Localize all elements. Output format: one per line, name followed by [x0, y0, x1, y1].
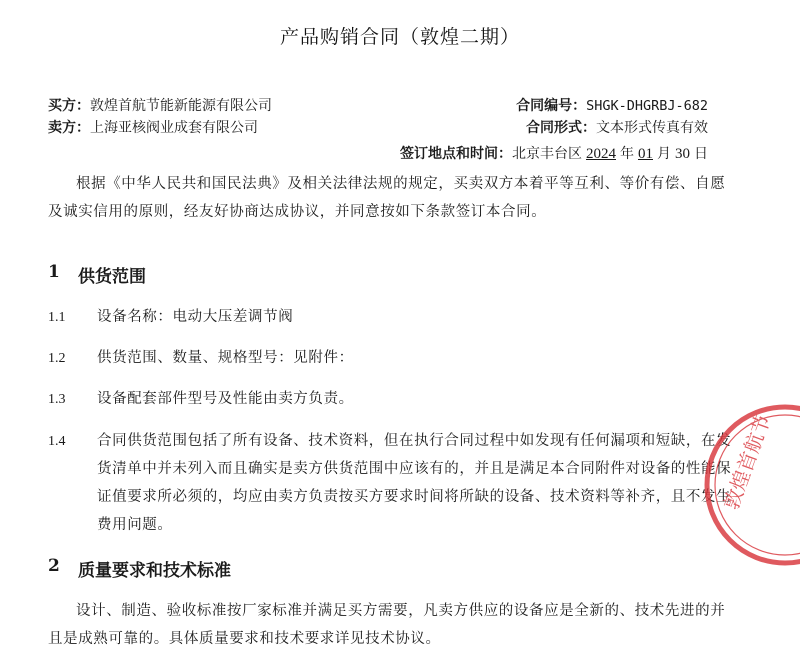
buyer-label: 买方：	[48, 98, 90, 114]
day-unit: 日	[694, 146, 708, 162]
contract-number-line	[516, 96, 708, 116]
section-1-heading	[0, 262, 800, 286]
item-text: 供货范围、数量、规格型号：见附件：	[97, 350, 354, 366]
seller-value: 上海亚核阀业成套有限公司	[90, 120, 258, 136]
contract-form-line	[526, 118, 708, 138]
section-2-title: 质量要求和技术标准	[78, 561, 231, 581]
month-unit: 月	[657, 146, 671, 162]
section-1-title: 供货范围	[78, 267, 146, 287]
item-number: 1.3	[48, 392, 66, 407]
place-time-label: 签订地点和时间：	[400, 146, 512, 162]
day-value: 30	[675, 146, 690, 162]
section-2-paragraph: 设计、制造、验收标准按厂家标准并满足买方需要，凡卖方供应的设备应是全新的、技术先进的并且是成熟可靠的。具体质量要求和技术要求详见技术协议。	[48, 603, 726, 647]
item-text: 设备配套部件型号及性能由卖方负责。	[97, 391, 354, 407]
item-text: 合同供货范围包括了所有设备、技术资料，但在执行合同过程中如发现有任何漏项和短缺，在发货清单中并未列入而且确实是卖方供货范围中应该有的，并且是满足本合同附件对设备的性能保证值要求所必须的，均应由卖方负责按买方要求时间将所缺的设备、技术资料等补齐，且不发生费用问题。	[97, 433, 732, 533]
svg-text:敦煌首航节: 敦煌首航节	[718, 410, 776, 513]
section-2-heading	[0, 556, 800, 580]
buyer-value: 敦煌首航节能新能源有限公司	[90, 98, 272, 114]
buyer-line	[48, 96, 272, 116]
seller-label: 卖方：	[48, 120, 90, 136]
item-text: 设备名称：电动大压差调节阀	[97, 309, 294, 325]
section-1-number: 1	[48, 262, 60, 282]
company-seal-stamp	[700, 400, 800, 570]
section-2-number: 2	[48, 556, 60, 576]
contract-number-label: 合同编号：	[516, 98, 587, 114]
year-unit: 年	[620, 146, 634, 162]
page-title: 产品购销合同（敦煌二期）	[279, 26, 520, 48]
month-value: 01	[638, 146, 653, 162]
seller-line	[48, 118, 258, 138]
year-value: 2024	[586, 146, 616, 162]
preamble-paragraph: 根据《中华人民共和国民法典》及相关法律法规的规定，买卖双方本着平等互利、等价有偿、自愿及诚实信用的原则，经友好协商达成协议，并同意按如下条款签订本合同。	[48, 176, 726, 220]
item-number: 1.1	[48, 310, 66, 325]
place-time-line	[400, 144, 708, 164]
contract-form-value: 文本形式传真有效	[596, 120, 708, 136]
contract-form-label: 合同形式：	[526, 120, 596, 136]
seal-icon	[700, 400, 800, 570]
item-number: 1.4	[48, 434, 66, 449]
place-value: 北京丰台区	[512, 146, 582, 162]
item-number: 1.2	[48, 351, 66, 366]
contract-number-value: SHGK-DHGRBJ-682	[586, 98, 708, 114]
